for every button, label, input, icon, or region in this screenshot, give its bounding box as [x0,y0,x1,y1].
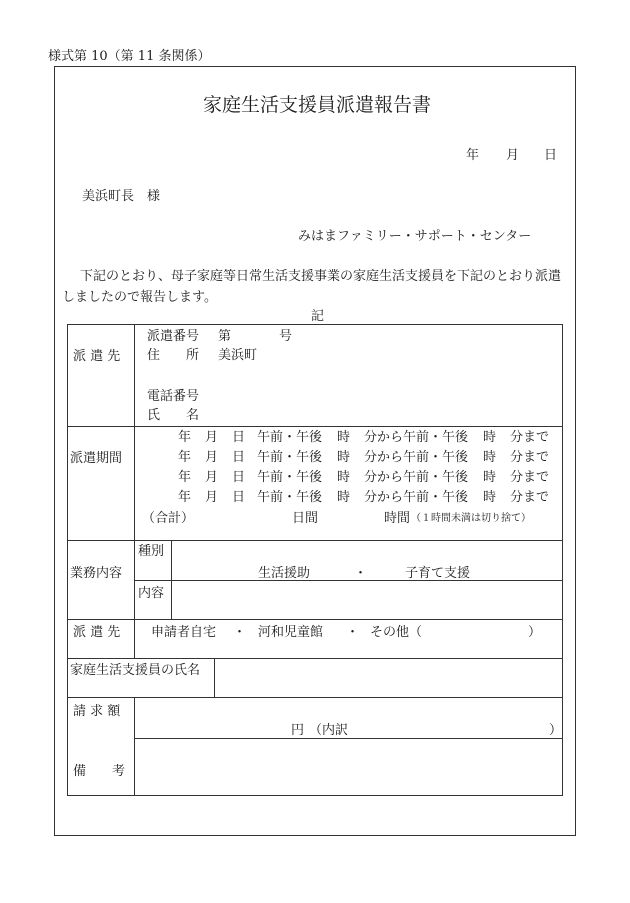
period-row: 年 月 日 午前・午後 時 分から午前・午後 時 分まで [178,430,550,445]
dispatch-place-separator: ・ [346,625,360,640]
dispatch-place-option-home: 申請者自宅 [151,625,217,640]
dispatch-place-label: 派 遣 先 [73,625,121,640]
billing-breakdown: （内訳 [309,723,349,738]
billing-close: ） [549,723,563,738]
intro-line-2: しましたので報告します。 [62,290,217,305]
dispatch-number-suffix: 号 [279,329,293,344]
billing-label: 請 求 額 [73,704,121,719]
form-number: 様式第 10（第 11 条関係） [48,49,211,64]
phone-label: 電話番号 [147,389,200,404]
intro-line-1: 下記のとおり、母子家庭等日常生活支援事業の家庭生活支援員を下記のとおり派遣 [80,269,562,284]
billing-yen: 円 [291,723,305,738]
period-hours-label: 時間 [384,511,411,526]
date-year: 年 [466,148,480,163]
supporter-name-label: 家庭生活支援員の氏名 [70,663,201,678]
period-total-label: （合計） [142,511,195,526]
dispatch-to-label: 派 遣 先 [73,349,121,364]
work-option-life: 生活援助 [258,566,311,581]
work-label: 業務内容 [70,566,123,581]
period-row: 年 月 日 午前・午後 時 分から午前・午後 時 分まで [178,470,550,485]
dispatch-place-close: ） [528,625,542,640]
addressee: 美浜町長 様 [82,189,161,204]
date-day: 日 [544,148,558,163]
period-row: 年 月 日 午前・午後 時 分から午前・午後 時 分まで [178,450,550,465]
dispatch-place-separator: ・ [233,625,247,640]
work-content-label: 内容 [138,586,165,601]
address-value: 美浜町 [218,348,258,363]
period-row: 年 月 日 午前・午後 時 分から午前・午後 時 分まで [178,490,550,505]
period-label: 派遣期間 [70,451,123,466]
address-label: 住 所 [147,348,200,363]
dispatch-place-option-kowa: 河和児童館 [258,625,324,640]
dispatch-number-label: 派遣番号 [147,329,200,344]
remarks-label: 備 考 [73,764,126,779]
period-days-label: 日間 [292,511,319,526]
dispatch-number-prefix: 第 [218,329,232,344]
work-type-label: 種別 [138,544,165,559]
date-month: 月 [506,148,520,163]
name-label: 氏 名 [147,408,200,423]
ki-heading: 記 [311,309,325,324]
page-title: 家庭生活支援員派遣報告書 [203,94,432,116]
dispatch-place-option-other: その他（ [370,625,423,640]
work-separator: ・ [354,566,368,581]
sender: みはまファミリー・サポート・センター [298,229,532,244]
rounding-note: （１時間未満は切り捨て） [411,513,531,524]
work-option-child: 子育て支援 [405,566,471,581]
